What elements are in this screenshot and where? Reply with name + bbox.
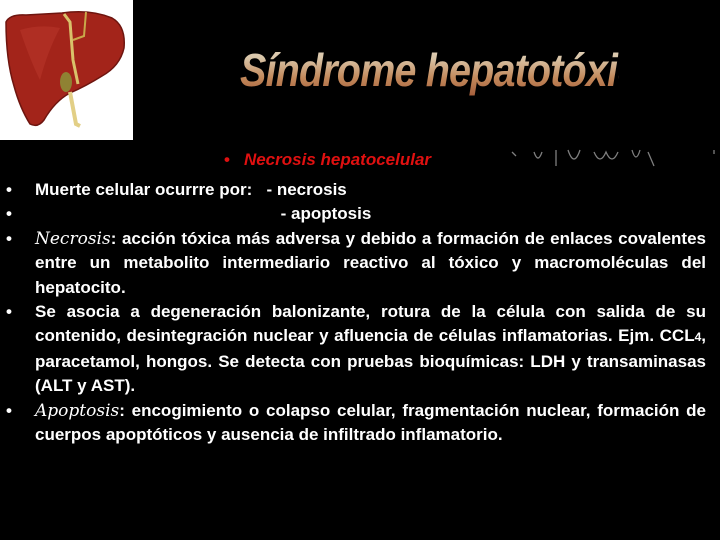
bullet: • bbox=[6, 400, 12, 420]
list-item bbox=[6, 399, 706, 448]
item-emphasis: Necrosis bbox=[35, 228, 111, 249]
page-title: Síndrome hepatotóxico bbox=[240, 30, 618, 110]
item-text: , paracetamol, hongos. Se detecta con pruebas bioquímicas: LDH y transaminasas (ALT y AST). bbox=[35, 326, 706, 396]
item-text: : encogimiento o colapso celular, fragmentación nuclear, formación de cuerpos apoptóticos y ausencia de infiltrado inflamatorio. bbox=[35, 400, 706, 445]
bullet: • bbox=[6, 302, 12, 322]
bullet: • bbox=[6, 204, 12, 224]
item-text: Se asocia a degeneración balonizante, rotura de la célula con salida de su contenido, desintegración nuclear y afluencia de células inflamatorias. Ejm. CCL bbox=[35, 302, 706, 346]
item-text: - apoptosis bbox=[35, 204, 372, 224]
bullet: • bbox=[6, 228, 12, 248]
decorative-squiggle-icon bbox=[508, 146, 718, 170]
item-text: Muerte celular ocurrre por: - necrosis bbox=[35, 180, 347, 199]
liver-illustration bbox=[0, 0, 133, 140]
item-text: : acción tóxica más adversa y debido a formación de enlaces covalentes entre un metabolito intermediario reactivo al tóxico y macromoléculas del hepatocito. bbox=[35, 228, 706, 297]
list-item bbox=[6, 178, 706, 202]
bullet: • bbox=[6, 180, 12, 199]
bullet-list bbox=[6, 178, 706, 447]
subheading-text: Necrosis hepatocelular bbox=[243, 150, 432, 169]
subheading bbox=[224, 150, 431, 170]
item-subscript: 4 bbox=[694, 330, 702, 345]
list-item bbox=[6, 300, 706, 399]
item-emphasis: Apoptosis bbox=[35, 400, 120, 421]
bullet: • bbox=[224, 150, 230, 169]
list-item bbox=[6, 227, 706, 300]
list-item bbox=[6, 202, 706, 226]
